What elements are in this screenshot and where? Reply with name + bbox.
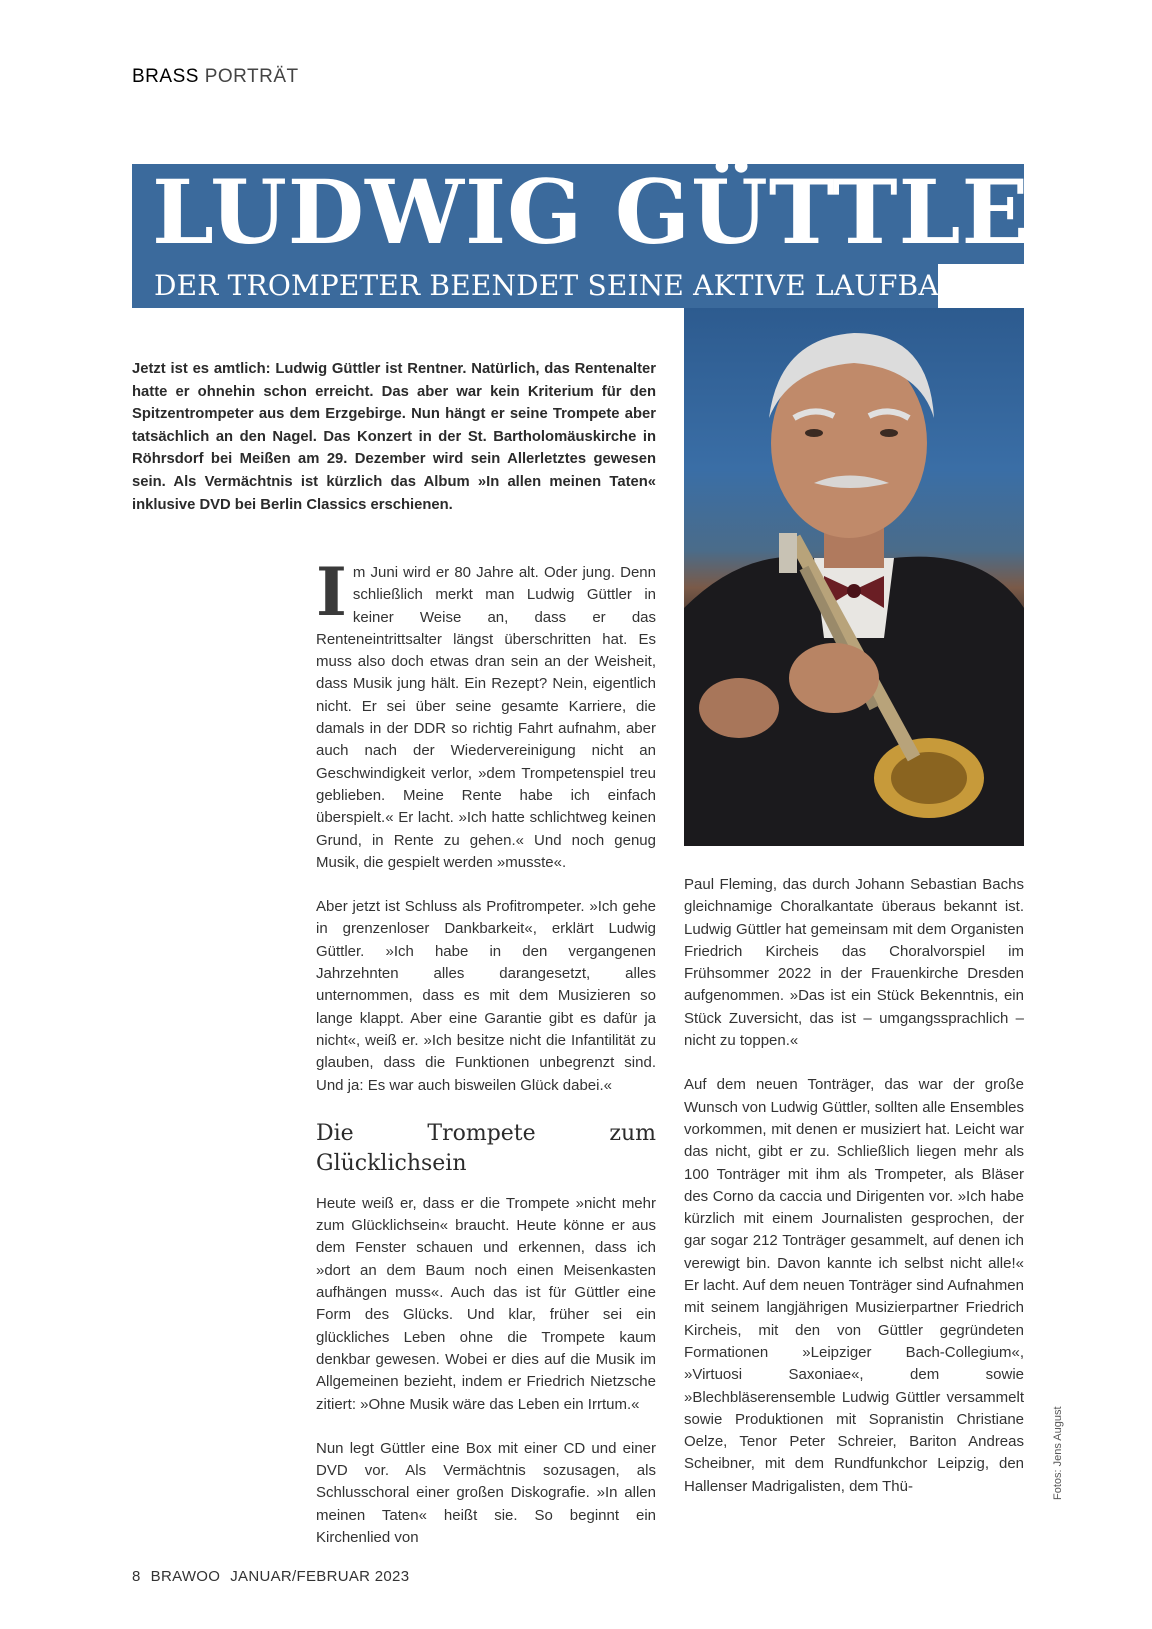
trumpeter-illustration (684, 308, 1024, 846)
paragraph: Aber jetzt ist Schluss als Profitrompeter. »Ich gehe in grenzenloser Dankbarkeit«, erklärt Ludwig Güttler. »Ich habe in den vergangenen Jahrzehnten alles darangesetzt, alles unternommen, dass es mit dem Musizieren so lange klappt. Aber eine Garantie gibt es dafür ja nicht«, weiß er. »Ich besitze nicht die Infantilität zu glauben, dass die Funktionen unbegrenzt sind. Und ja: Es war auch bisweilen Glück dabei.« (316, 898, 656, 1094)
paragraph-intro (316, 553, 656, 874)
section-category: PORTRÄT (204, 66, 299, 87)
portrait-photo (684, 308, 1024, 846)
paragraph-text: m Juni wird er 80 Jahre alt. Oder jung. Denn schließlich merkt man Ludwig Güttler in keiner Weise an, dass er das Renteneintrittsalter längst überschritten hat. Es muss also doch etwas dran sein an der Weisheit, dass Musik jung hält. Ein Rezept? Nein, eigentlich nicht. Er sei über seine gesamte Karriere, die damals in der DDR so richtig Fahrt aufnahm, aber auch nach der Wiedervereinigung nicht an Geschwindigkeit verlor, »dem Trompetenspiel treu geblieben. Meine Rente habe ich einfach überspielt.« Er lacht. »Ich hatte schlichtweg keinen Grund, in Rente zu gehen.« Und noch genug Musik, die gespielt werden »musste«. (316, 564, 656, 871)
subheading: Die Trompete zum Glücklichsein (316, 1120, 656, 1176)
paragraph: Paul Fleming, das durch Johann Sebastian Bachs gleichnamige Choralkantate überaus bekannt ist. Ludwig Güttler hat gemeinsam mit dem Organisten Friedrich Kircheis das Choralvorspiel im Frühsommer 2022 in der Frauenkirche Dresden aufgenommen. »Das ist ein Stück Bekenntnis, ein Stück Zuversicht, das ist – umgangssprachlich – nicht zu toppen.« (684, 876, 1024, 1050)
paragraph: Auf dem neuen Tonträger, das war der große Wunsch von Ludwig Güttler, sollten alle Ensembles vorkommen, mit denen er musiziert hat. Leicht war das nicht, gibt er zu. Schließlich liegen mehr als 100 Tonträger mit ihm als Trompeter, als Bläser des Corno da caccia und Dirigenten vor. »Ich habe kürzlich mit einem Journalisten gesprochen, der gar sogar 212 Tonträger gesammelt, auf denen ich verewigt bin. Davon kannte ich selbst nicht alle!« Er lacht. Auf dem neuen Tonträger sind Aufnahmen mit seinem langjährigen Musizierpartner Friedrich Kircheis, mit den von Güttler gegründeten Formationen »Leipziger Bach-Collegium«, »Virtuosi Saxoniae«, dem sowie »Blechbläserensemble Ludwig Güttler versammelt sowie Produktionen mit Sopranistin Christiane Oelze, Tenor Peter Schreier, Bariton Andreas Scheibner, mit dem Rundfunkchor Leipzig, den Hallenser Madrigalisten, dem Thü- (684, 1076, 1024, 1495)
drop-cap: I (316, 553, 347, 631)
article-subtitle: DER TROMPETER BEENDET SEINE AKTIVE LAUFBAHN (154, 269, 989, 302)
paragraph: Heute weiß er, dass er die Trompete »nicht mehr zum Glücklichsein« braucht. Heute könne er aus dem Fenster schauen und erkennen, dass ich »dort an dem Baum noch einen Meisenkasten aufhängen muss«. Auch das ist für Güttler eine Form des Glücks. Und klar, früher sei ein glückliches Leben ohne die Trompete kaum denkbar gewesen. Wobei er dies auf die Musik im Allgemeinen bezieht, indem er Friedrich Nietzsche zitiert: »Ohne Musik wäre das Leben ein Irrtum.« (316, 1194, 656, 1413)
section-name: BRASS (132, 66, 199, 87)
paragraph: Nun legt Güttler eine Box mit einer CD und einer DVD vor. Als Vermächtnis sozusagen, als Schlusschoral einer großen Diskografie. »In allen meinen Taten« heißt sie. So beginnt ein Kirchenlied von (316, 1439, 656, 1546)
section-label (132, 66, 299, 88)
lead-paragraph: Jetzt ist es amtlich: Ludwig Güttler ist Rentner. Natürlich, das Rentenalter hatte er ohnehin schon erreicht. Das aber war kein Kriterium für den Spitzentrompeter aus dem Erzgebirge. Nun hängt er seine Trompete aber tatsächlich an den Nagel. Das Konzert in der St. Bartholomäuskirche in Röhrsdorf bei Meißen am 29. Dezember wird sein Allerletztes gewesen sein. Als Vermächtnis ist kürzlich das Album »In allen meinen Taten« inklusive DVD bei Berlin Classics erschienen. (132, 361, 656, 513)
photo-credit: Fotos: Jens August (1052, 1406, 1064, 1500)
article-title: LUDWIG GÜTTLER (152, 160, 1104, 264)
page-footer (132, 1568, 419, 1585)
issue-date: JANUAR/FEBRUAR 2023 (230, 1568, 410, 1585)
text-column-right (684, 874, 1024, 1520)
text-column-left (316, 553, 656, 1571)
page-number: 8 (132, 1568, 141, 1585)
magazine-name: BRAWOO (150, 1568, 221, 1585)
